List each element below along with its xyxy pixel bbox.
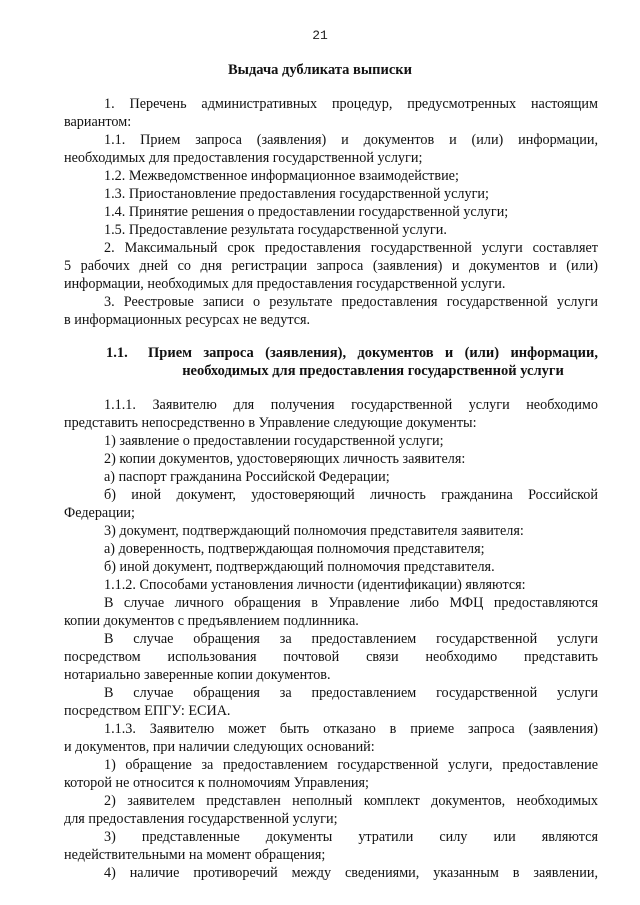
text-line: 1. Перечень административных процедур, предусмотренных настоящим <box>104 96 598 112</box>
text-line: вариантом: <box>64 114 132 130</box>
text-line: б) иной документ, удостоверяющий личность гражданина Российской <box>104 487 598 503</box>
text-line: 3. Реестровые записи о результате предоставления государственной услуги <box>104 294 598 310</box>
text-line: 1.3. Приостановление предоставления государственной услуги; <box>104 186 489 202</box>
text-line: 2) заявителем представлен неполный комплект документов, необходимых <box>104 793 598 809</box>
text-line: посредством использования почтовой связи необходимо представить <box>64 649 598 665</box>
text-line: 2. Максимальный срок предоставления государственной услуги составляет <box>104 240 598 256</box>
text-line: 1.5. Предоставление результата государственной услуги. <box>104 222 447 238</box>
text-line: 1.4. Принятие решения о предоставлении государственной услуги; <box>104 204 509 220</box>
page-title: Выдача дубликата выписки <box>227 62 412 78</box>
text-line: 4) наличие противоречий между сведениями, указанным в заявлении, <box>104 865 598 881</box>
text-line: 1.1. Прием запроса (заявления) и документов и (или) информации, <box>104 132 598 148</box>
text-line: В случае обращения за предоставлением государственной услуги <box>104 631 598 647</box>
text-line: для предоставления государственной услуги; <box>64 811 338 827</box>
text-line: 3) документ, подтверждающий полномочия представителя заявителя: <box>104 523 524 539</box>
text-line: 1.2. Межведомственное информационное взаимодействие; <box>104 168 459 184</box>
text-line: 2) копии документов, удостоверяющих личность заявителя: <box>104 451 466 467</box>
text-line: 1) обращение за предоставлением государственной услуги, предоставление <box>104 757 598 773</box>
text-line: 1.1.3. Заявителю может быть отказано в приеме запроса (заявления) <box>104 721 598 737</box>
text-line: недействительными на момент обращения; <box>64 847 326 863</box>
section-heading-line: Прием запроса (заявления), документов и (или) информации, <box>148 345 598 361</box>
text-line: информации, необходимых для предоставления государственной услуги. <box>64 276 506 292</box>
text-line: представить непосредственно в Управление следующие документы: <box>64 415 477 431</box>
text-line: и документов, при наличии следующих оснований: <box>64 739 375 755</box>
section-heading-number: 1.1. <box>106 345 128 361</box>
text-line: б) иной документ, подтверждающий полномочия представителя. <box>104 559 495 575</box>
text-line: 1.1.1. Заявителю для получения государственной услуги необходимо <box>104 397 598 413</box>
text-line: посредством ЕПГУ: ЕСИА. <box>64 703 231 719</box>
text-line: а) доверенность, подтверждающая полномочия представителя; <box>104 541 485 557</box>
text-line: 1.1.2. Способами установления личности (идентификации) являются: <box>104 577 526 593</box>
text-line: 5 рабочих дней со дня регистрации запроса (заявления) и документов и (или) <box>64 258 598 274</box>
text-line: копии документов с предъявлением подлинника. <box>64 613 359 629</box>
page-number: 21 <box>312 28 328 43</box>
section-heading-line: необходимых для предоставления государственной услуги <box>182 363 564 379</box>
text-line: 3) представленные документы утратили силу или являются <box>104 829 598 845</box>
text-line: в информационных ресурсах не ведутся. <box>64 312 311 328</box>
text-line: которой не относится к полномочиям Управления; <box>64 775 369 791</box>
text-line: а) паспорт гражданина Российской Федерации; <box>104 469 390 485</box>
text-line: В случае личного обращения в Управление либо МФЦ предоставляются <box>104 595 598 611</box>
text-line: необходимых для предоставления государственной услуги; <box>64 150 423 166</box>
text-line: В случае обращения за предоставлением государственной услуги <box>104 685 598 701</box>
text-line: нотариально заверенные копии документов. <box>64 667 331 683</box>
text-line: Федерации; <box>64 505 135 521</box>
text-line: 1) заявление о предоставлении государственной услуги; <box>104 433 444 449</box>
